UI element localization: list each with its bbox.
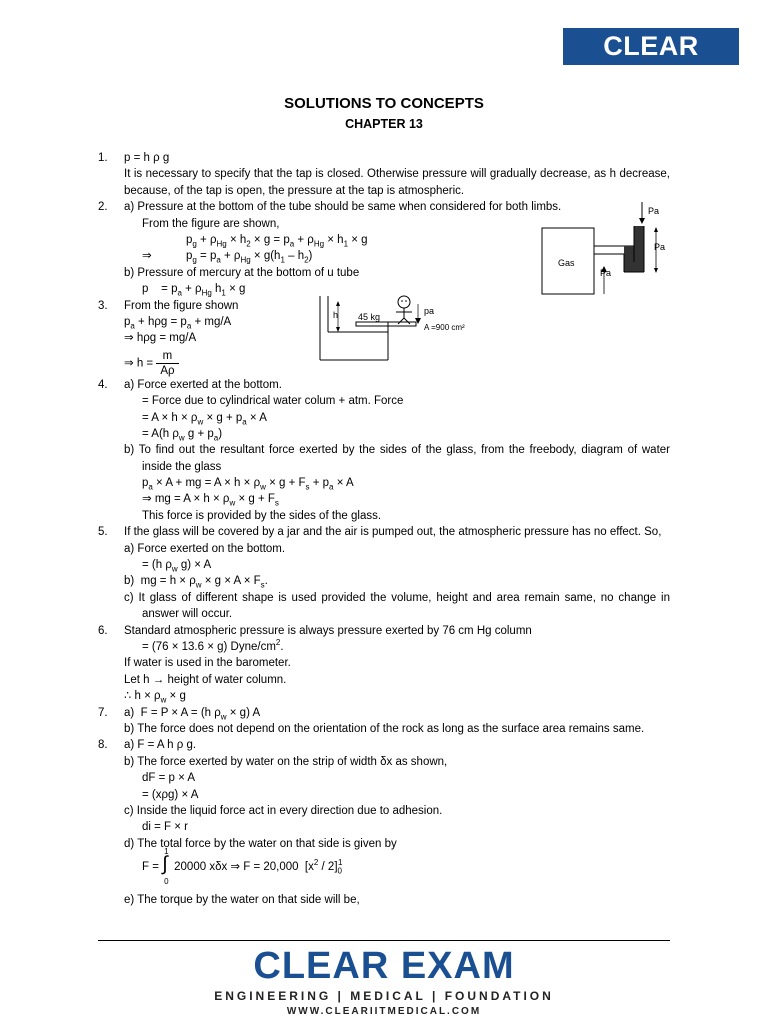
manometer-figure	[538, 198, 678, 298]
paragraph: From the figure are shown,	[142, 217, 280, 230]
paragraph: 5. If the glass will be covered by a jar and the air is pumped out, the atmospheric pressure has no effect. So,	[98, 524, 670, 540]
footer-logo	[0, 946, 768, 1018]
equation: = (xρg) × A	[142, 788, 199, 801]
page-title: SOLUTIONS TO CONCEPTS	[284, 95, 484, 112]
paragraph: It is necessary to specify that the tap is closed. Otherwise pressure will gradually decrease, as h decrease, because, of the tap is open, the pressure at the tap is atmospheric.	[124, 168, 670, 197]
mass-label: 45 kg	[358, 312, 381, 322]
clear-exam-logo-top: CLEAR EXAM	[563, 28, 739, 65]
equation: $p_g + \rho_{Hg} \times h_2 \times g = p_a + \rho_{Hg} \times h_1 \times g$	[186, 233, 368, 249]
paragraph: e) The torque by the water on that side will be,	[124, 894, 360, 907]
footer-brand: CLEAR EXAM	[253, 945, 515, 987]
paragraph: = Force due to cylindrical water colum + atm. Force	[142, 395, 404, 408]
pa-label: Pa	[648, 206, 660, 216]
equation: $p_g = p_a + \rho_{Hg} \times g(h_1 - h_2)$	[186, 250, 313, 265]
paragraph: b) To find out the resultant force exerted by the sides of the glass, from the freebody, diagram of water inside the glass	[124, 444, 670, 473]
equation: = (76 × 13.6 × g) Dyne/$cm^2$.	[142, 638, 284, 654]
equation: $p_a + h\rho g = p_a + mg/A$	[124, 315, 232, 331]
q-number: 8.	[98, 739, 108, 752]
integral-equation: F = 1 ∫ 0 20000 xδx ⇒ F = 20,000 $[x^2 / 2]_0^1$	[142, 847, 343, 887]
paragraph: d) The total force by the water on that side is given by	[124, 837, 397, 850]
chapter-title: CHAPTER 13	[345, 117, 423, 131]
gas-label: Gas	[558, 258, 575, 268]
paragraph: c) It glass of different shape is used provided the volume, height and area remain same, no change in answer will occur.	[124, 591, 670, 621]
paragraph: Standard atmospheric pressure is always pressure exerted by 76 cm Hg column	[124, 624, 532, 637]
equation: p = $p_a + \rho_{Hg}$ $h_1 \times g$	[142, 283, 246, 298]
q-number: 5.	[98, 526, 108, 539]
equation: p = h ρ g	[124, 152, 170, 164]
q-number: 3.	[98, 299, 108, 312]
paragraph: b) Pressure of mercury at the bottom of u tube	[124, 266, 360, 279]
footer-divider	[98, 940, 670, 941]
equation: = (h $\rho_w$ g) × A	[142, 559, 212, 574]
q-number: 4.	[98, 378, 108, 391]
q-number: 7.	[98, 706, 108, 719]
implies-arrow: ⇒	[142, 250, 152, 263]
paragraph: b) The force exerted by water on the strip of width δx as shown,	[124, 755, 448, 768]
paragraph: a) Force exerted at the bottom.	[124, 378, 282, 391]
pa-label: Pa	[600, 268, 612, 278]
equation: = A(h $\rho_w$ $g + p_a$)	[142, 427, 223, 443]
pa-label: Pa	[654, 242, 666, 252]
equation: di = F × r	[142, 821, 189, 834]
pa-label: pa	[424, 306, 435, 316]
equation: dF = p × A	[142, 772, 196, 785]
equation: b) mg = $h \times \rho_w \times g \times A \times F_s$.	[124, 575, 268, 590]
footer-tagline: ENGINEERING | MEDICAL | FOUNDATION	[214, 989, 554, 1003]
paragraph: a) Pressure at the bottom of the tube should be same when considered for both limbs.	[124, 201, 562, 214]
equation: ⇒ hρg = mg/A	[124, 332, 197, 345]
q-number: 2.	[98, 201, 108, 214]
equation: = $A \times h \times \rho_w \times g + p_a \times A$	[142, 411, 267, 426]
equation: a) F = P × A = (h $\rho_w \times g$) A	[124, 706, 261, 721]
paragraph: From the figure shown	[124, 299, 239, 312]
paragraph: a) Force exerted on the bottom.	[124, 542, 286, 555]
q-number: 6.	[98, 624, 108, 637]
paragraph: Let h → height of water column.	[124, 673, 287, 686]
paragraph: b) The force does not depend on the orientation of the rock as long as the surface area remains same.	[124, 723, 645, 735]
q-number: 1.	[98, 152, 108, 164]
piston-figure	[316, 292, 486, 364]
paragraph: This force is provided by the sides of the glass.	[142, 509, 382, 522]
area-label: A =900 cm²	[424, 323, 465, 332]
equation: a) F = A h ρ g.	[124, 739, 197, 752]
paragraph: If water is used in the barometer.	[124, 657, 291, 670]
equation: ⇒ h = $\frac{m}{A\rho}$	[124, 349, 179, 378]
equation: ⇒ mg = $A \times h \times \rho_w \times g + F_s$	[142, 493, 279, 508]
equation: ∴ $h \times \rho_w \times g$	[124, 690, 186, 705]
paragraph: c) Inside the liquid force act in every direction due to adhesion.	[124, 804, 443, 817]
h-label: h	[333, 310, 339, 320]
footer-url: WWW.CLEARIITMEDICAL.COM	[286, 1006, 482, 1017]
equation: $p_a \times A$ + mg = $A \times h \times \rho_w \times g + F_s + p_a \times A$	[142, 477, 354, 492]
